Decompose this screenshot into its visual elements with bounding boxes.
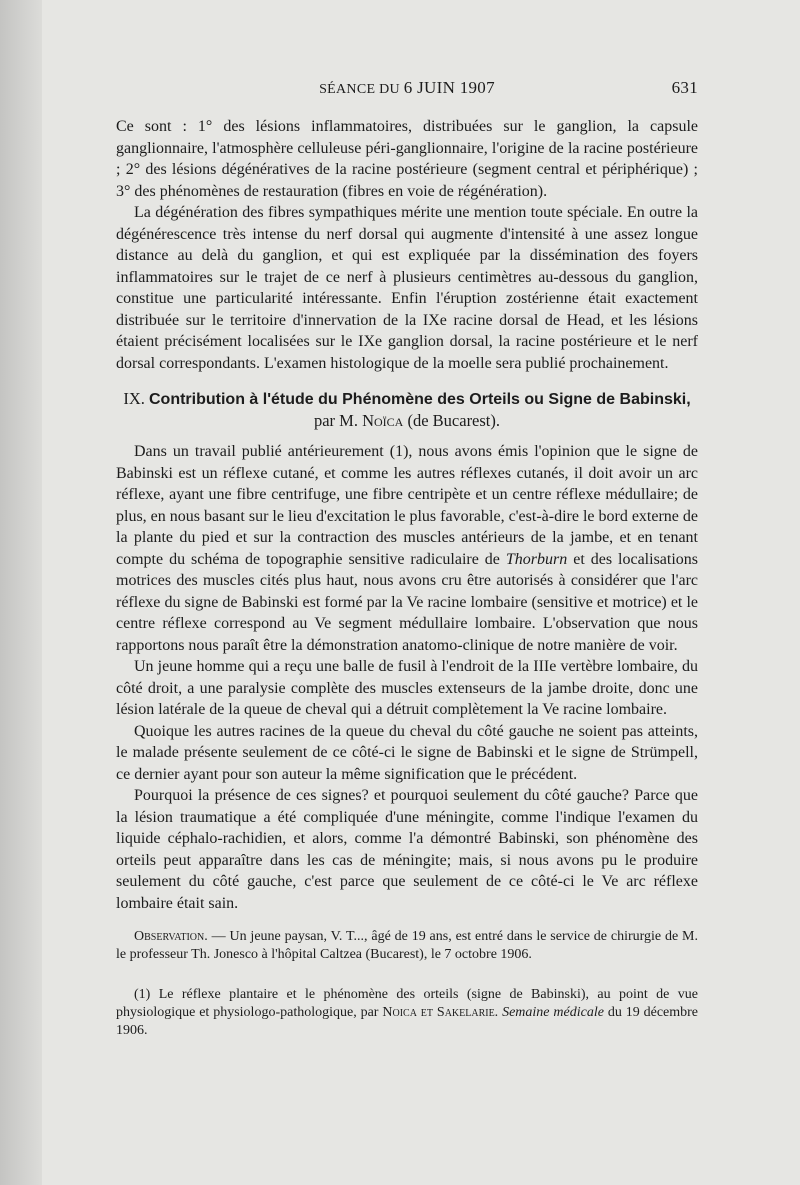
header-date: 6 JUIN 1907 <box>403 78 495 97</box>
paragraph: Ce sont : 1° des lésions inflammatoires, distribuées sur le ganglion, la capsule ganglionnaire, l'atmosphère celluleuse péri-ganglionnaire, l'origine de la racine postérieure ; 2° des lésions dégénératives de la racine postérieure (segment central et périphérique) ; 3° des phénomènes de restauration (fibres en voie de régénération). <box>116 118 698 200</box>
paragraph <box>116 441 698 656</box>
running-header <box>116 78 698 100</box>
paragraph: Pourquoi la présence de ces signes? et pourquoi seulement du côté gauche? Parce que la lésion traumatique a été compliquée d'une méningite, comme l'indique l'examen du liquide céphalo-rachidien, et alors, comme l'a démontré Babinski, son phénomène des orteils peut apparaître dans les cas de méningite; mais, si nous avons pu le produire seulement du côté gauche, c'est parce que seulement de ce côté-ci le Ve arc réflexe lombaire était sain. <box>116 787 698 912</box>
footnote-text: (1) Le réflexe plantaire et le phénomène des orteils (signe de Babinski), au point de vue physiologique et physiologo-pathologique, par <box>116 987 698 1020</box>
paragraph: La dégénération des fibres sympathiques mérite une mention toute spéciale. En outre la dégénérescence très intense du nerf dorsal qui augmente d'intensité à une assez longue distance au delà du ganglion, et qui est expliquée par la dissémination des foyers inflammatoires sur le trajet de ce nerf à plusieurs centimètres au-dessous du ganglion, constitue une particularité intéressante. Enfin l'éruption zostérienne était exactement distribuée sur le territoire d'innervation de la IXe racine dorsal de Head, et les lésions étaient précisément localisées sur le IXe ganglion dorsal, la racine postérieure et le nerf dorsal correspondants. L'examen histologique de la moelle sera publié prochainement. <box>116 204 698 372</box>
footnote-date: du 19 décembre 1906. <box>116 1005 699 1038</box>
text-block <box>116 78 698 1040</box>
author-reference: Thorburn <box>505 550 568 568</box>
section-title: Contribution à l'étude du Phénomène des Orteils ou Signe de Babinski, <box>149 391 691 408</box>
section-number: IX. <box>123 389 145 408</box>
observation-text: — Un jeune paysan, V. T..., âgé de 19 ans, est entré dans le service de chirurgie de M. le professeur Th. Jonesco à l'hôpital Caltzea (Bucarest), le 7 octobre 1906. <box>116 929 699 962</box>
footnote-journal: Semaine médicale <box>502 1005 604 1020</box>
author-name: Noïca <box>362 411 404 430</box>
section-heading <box>116 388 698 431</box>
footnote-authors: Noica et Sakelarie. <box>382 1005 499 1020</box>
paragraph-text: Dans un travail publié antérieurement (1), nous avons émis l'opinion que le signe de Babinski est un réflexe cutané, et comme les autres réflexes cutanés, il doit avoir un arc réflexe, ayant une fibre centrifuge, une fibre centripète et un centre réflexe médullaire; de plus, en nous basant sur le lieu d'excitation le plus favorable, c'est-à-dire le bord externe de la plante du pied et sur la contraction des muscles antérieurs de la jambe, et en tenant compte du schéma de topographie sensitive radiculaire de <box>116 443 699 568</box>
author-affiliation: (de Bucarest). <box>407 411 501 430</box>
header-title <box>116 78 698 98</box>
paragraph: Un jeune homme qui a reçu une balle de fusil à l'endroit de la IIIe vertèbre lombaire, du côté droit, a une paralysie complète des muscles extenseurs de la jambe droite, donc une lésion latérale de la queue de cheval qui a détruit complètement la Ve racine lombaire. <box>116 658 698 718</box>
scan-edge <box>0 0 42 1185</box>
paragraph: Quoique les autres racines de la queue du cheval du côté gauche ne soient pas atteints, le malade présente seulement de ce côté-ci le signe de Babinski et le signe de Strümpell, ce dernier ayant pour son auteur la même signification que le précédent. <box>116 722 698 783</box>
page-number: 631 <box>671 78 698 97</box>
paragraph-text: et des localisations motrices des muscles cités plus haut, nous avons cru être autorisés à considérer que l'arc réflexe du signe de Babinski est formé par la Ve racine lombaire (sensitive et motrice) et le centre réflexe correspond au Ve segment médullaire lombaire. L'observation que nous rapportons nous paraît être la démonstration anatomo-clinique de notre manière de voir. <box>116 550 699 654</box>
observation <box>116 928 698 964</box>
footnote <box>116 986 698 1040</box>
observation-label: Observation. <box>134 929 208 944</box>
header-session: SÉANCE DU <box>319 82 400 97</box>
author-prefix: par M. <box>313 411 358 430</box>
